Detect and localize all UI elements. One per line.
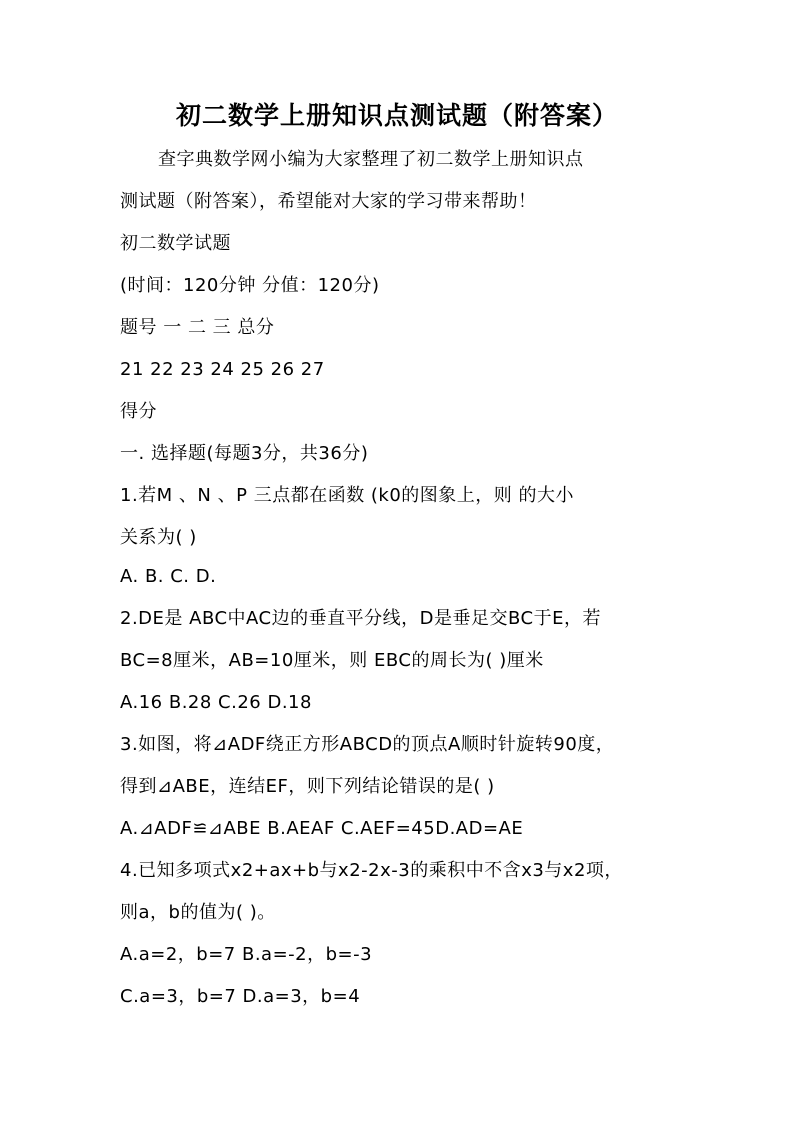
exam-info: (时间：120分钟 分值：120分): [120, 275, 380, 296]
question-3-line-2: 得到⊿ABE，连结EF，则下列结论错误的是( ): [120, 776, 495, 797]
question-3-options: A.⊿ADF≌⊿ABE B.AEAF C.AEF=45D.AD=AE: [120, 818, 524, 839]
question-4-line-2: 则a，b的值为( )。: [120, 902, 276, 923]
question-2-options: A.16 B.28 C.26 D.18: [120, 692, 312, 713]
question-1-options: A. B. C. D.: [120, 566, 217, 587]
document-title: 初二数学上册知识点测试题（附答案）: [175, 101, 618, 130]
question-2-line-1: 2.DE是 ABC中AC边的垂直平分线，D是垂足交BC于E，若: [120, 608, 601, 629]
section-heading: 初二数学试题: [120, 233, 231, 254]
question-1-line-1: 1.若M 、N 、P 三点都在函数 (k0的图象上，则 的大小: [120, 485, 575, 506]
score-table-header: 题号 一 二 三 总分: [120, 317, 275, 338]
question-2-line-2: BC=8厘米，AB=10厘米，则 EBC的周长为( )厘米: [120, 650, 544, 671]
intro-line-2: 测试题（附答案），希望能对大家的学习带来帮助！: [120, 191, 537, 212]
question-1-line-2: 关系为( ): [120, 527, 197, 548]
question-4-options-1: A.a=2，b=7 B.a=-2，b=-3: [120, 944, 373, 965]
part-heading: 一. 选择题(每题3分，共36分): [120, 443, 369, 464]
question-4-line-1: 4.已知多项式x2+ax+b与x2-2x-3的乘积中不含x3与x2项，: [120, 860, 623, 881]
intro-line-1: 查字典数学网小编为大家整理了初二数学上册知识点: [158, 149, 584, 170]
score-table-numbers: 21 22 23 24 25 26 27: [120, 359, 325, 380]
score-table-label: 得分: [120, 401, 157, 422]
question-4-options-2: C.a=3，b=7 D.a=3，b=4: [120, 986, 361, 1007]
question-3-line-1: 3.如图，将⊿ADF绕正方形ABCD的顶点A顺时针旋转90度，: [120, 734, 615, 755]
